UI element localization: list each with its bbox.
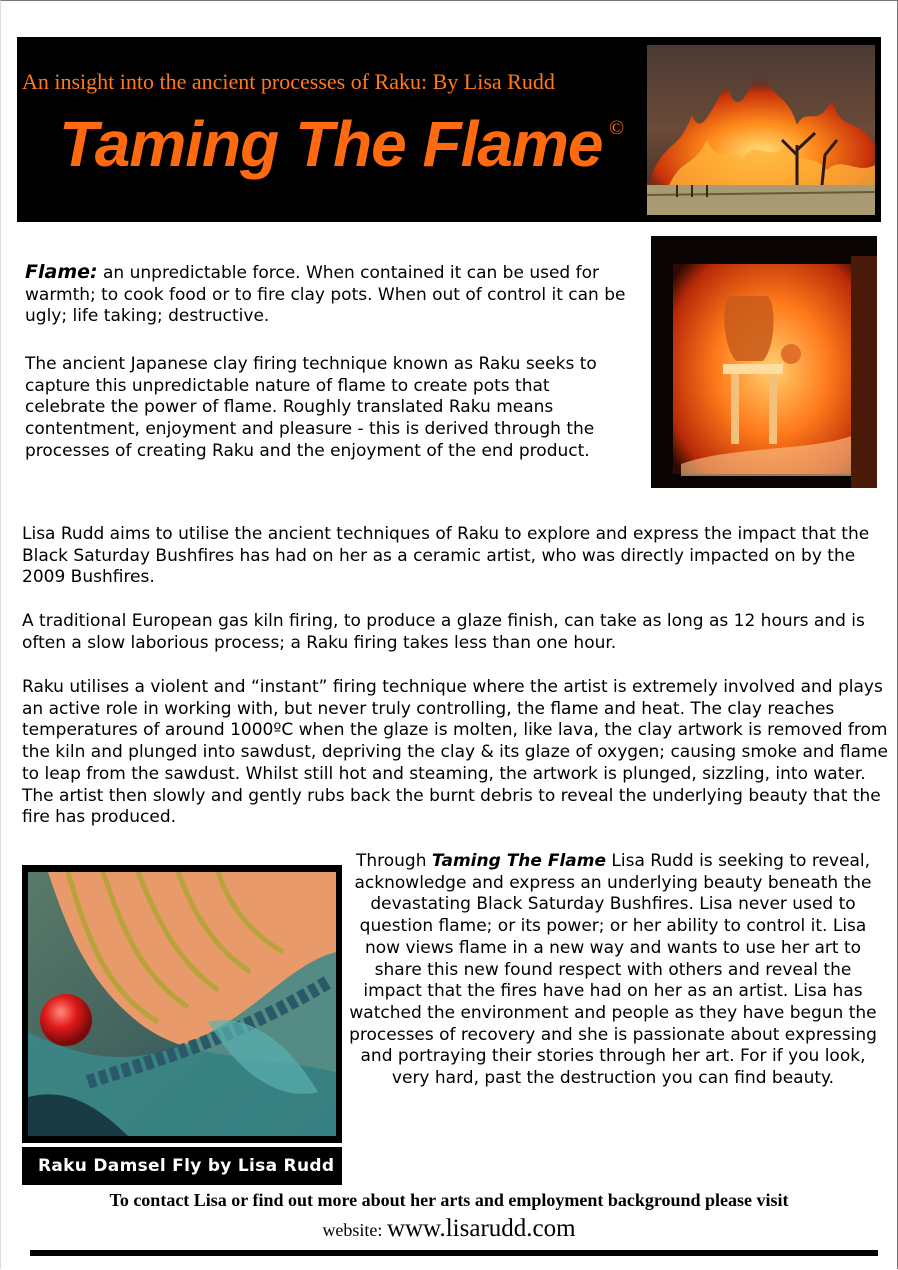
contact-line: To contact Lisa or find out more about her arts and employment background please visit (109, 1190, 789, 1210)
website-label: website: (322, 1220, 387, 1240)
artist-aim-paragraph: Lisa Rudd aims to utilise the ancient techniques of Raku to explore and express the impact that the Black Saturday Bushfires has had on her as a ceramic artist, who was directly impacted on by the 2009 Bushfires. (22, 524, 870, 588)
title-banner (17, 37, 881, 222)
intro-paragraph (25, 262, 635, 328)
image-caption: Raku Damsel Fly by Lisa Rudd (38, 1156, 335, 1176)
raku-technique-paragraph: Raku utilises a violent and “instant” firing technique where the artist is extremely involved and plays an active role in working with, but never truly controlling, the flame and heat. The clay reaches temperatures of around 1000ºC when the glaze is molten, like lava, the clay artwork is removed from the kiln and plunged into sawdust, depriving the clay & its glaze of oxygen; causing smoke and flame to leap from the sawdust. Whilst still hot and steaming, the artwork is plunged, sizzling, into water. The artist then slowly and gently rubs back the burnt debris to reveal the underlying beauty that the fire has produced. (22, 677, 888, 828)
bottom-divider (30, 1250, 878, 1256)
kiln-firing-paragraph: A traditional European gas kiln firing, to produce a glaze finish, can take as long as 12 hours and is often a slow laborious process; a Raku firing takes less than one hour. (22, 611, 865, 653)
bushfire-photo (647, 45, 875, 215)
damsel-fly-photo (28, 872, 336, 1136)
raku-definition-paragraph: The ancient Japanese clay firing technique known as Raku seeks to capture this unpredictable nature of flame to create pots that celebrate the power of flame. Roughly translated Raku means contentment, enjoyment and pleasure - this is derived through the processes of creating Raku and the enjoyment of the end product. (25, 354, 597, 461)
image-caption-box (22, 1147, 342, 1185)
kiln-photo (651, 236, 877, 488)
closing-paragraph-intro: Through (355, 851, 432, 871)
intro-paragraph-text: an unpredictable force. When contained it can be used for warmth; to cook food or to fire clay pots. When out of control it can be ugly; life taking; destructive. (25, 263, 626, 327)
website-link[interactable]: www.lisarudd.com (386, 1215, 576, 1242)
page-title: Taming The Flame (59, 108, 603, 180)
closing-paragraph-text: Lisa Rudd is seeking to reveal, acknowledge and express an underlying beauty beneath the devastating Black Saturday Bushfires. Lisa never used to question flame; or its power; or her ability to control it. Lisa now views flame in a new way and wants to use her art to share this new found respect with others and reveal the impact that the fires have had on her as an artist. Lisa has watched the environment and people as they have begun the processes of recovery and she is passionate about expressing and portraying their stories through her art. For if you look, very hard, past the destruction you can find beauty. (349, 851, 877, 1089)
banner-subtitle: An insight into the ancient processes of Raku: By Lisa Rudd (22, 69, 555, 94)
project-title-reference: Taming The Flame (431, 851, 606, 871)
copyright-mark: © (609, 117, 625, 139)
website-line (0, 1215, 898, 1243)
damsel-fly-image-frame (22, 865, 342, 1143)
taming-the-flame-paragraph (347, 851, 879, 1090)
flame-lead-word: Flame: (25, 261, 98, 283)
